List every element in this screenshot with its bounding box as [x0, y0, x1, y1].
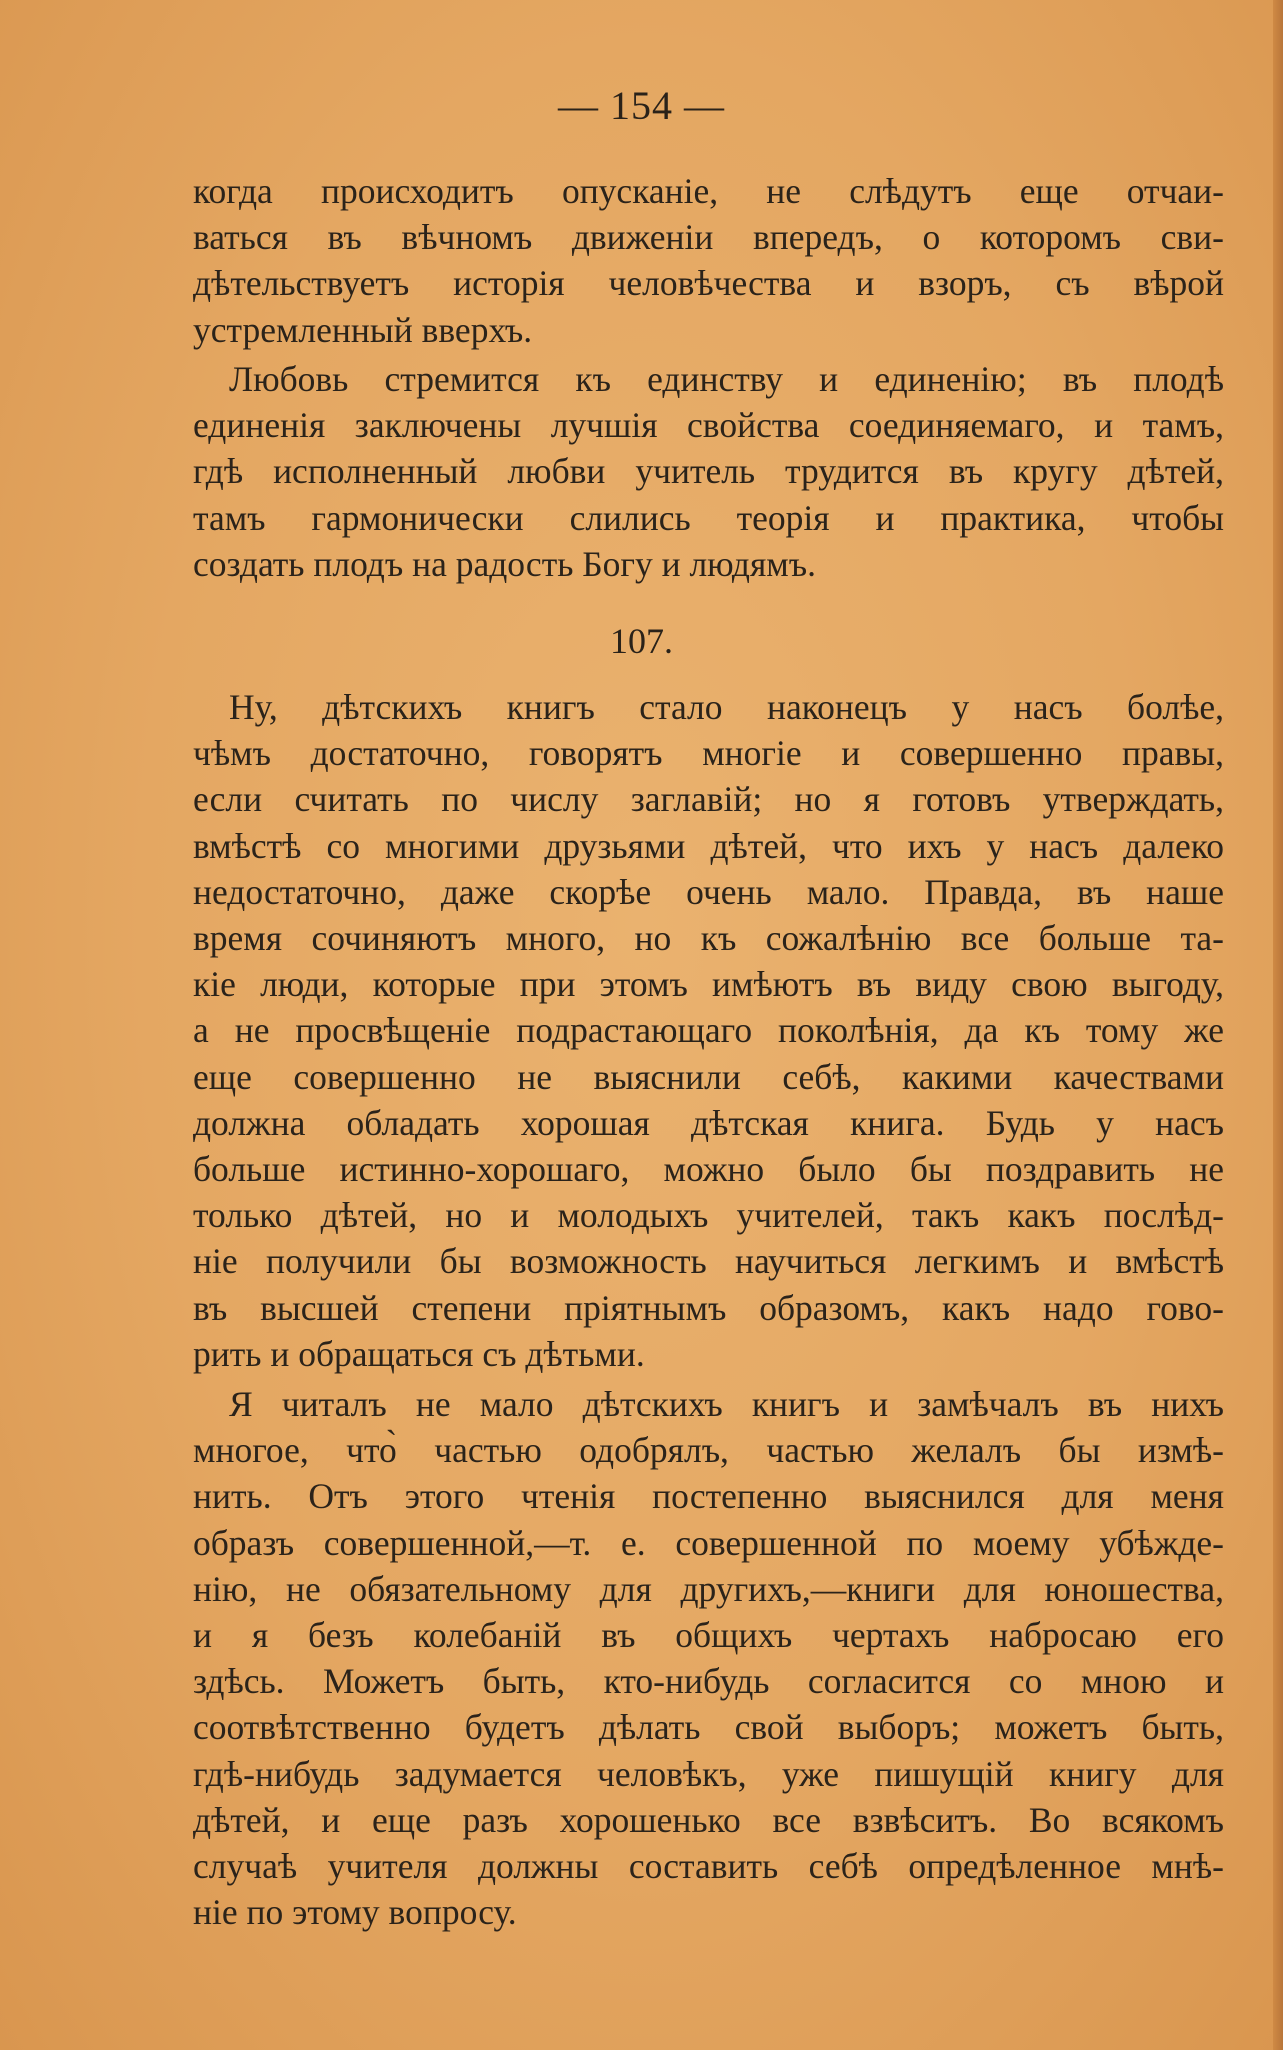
- text-line: только дѣтей, но и молодыхъ учителей, такъ какъ послѣд-: [193, 1195, 1224, 1236]
- text-line: ніе получили бы возможность научиться легкимъ и вмѣстѣ: [193, 1241, 1224, 1282]
- text-line: устремленный вверхъ.: [193, 309, 533, 350]
- text-line: нить. Отъ этого чтенія постепенно выяснился для меня: [193, 1476, 1224, 1517]
- text-line: дѣтей, и еще разъ хорошенько все взвѣситъ. Во всякомъ: [193, 1799, 1224, 1840]
- text-line: и я безъ колебаній въ общихъ чертахъ набросаю его: [193, 1615, 1224, 1656]
- text-line: единенія заключены лучшія свойства соединяемаго, и тамъ,: [193, 405, 1224, 446]
- paragraph-continuation: [193, 168, 1224, 353]
- text-line: когда происходитъ опусканіе, не слѣдутъ еще отчаи-: [193, 171, 1224, 211]
- text-line: Я читалъ не мало дѣтскихъ книгъ и замѣчалъ въ нихъ: [229, 1384, 1224, 1424]
- section-number: 107.: [610, 621, 673, 661]
- text-line: гдѣ-нибудь задумается человѣкъ, уже пишущій книгу для: [193, 1753, 1224, 1794]
- paragraph-childrens-books: [193, 684, 1224, 1377]
- text-line: больше истинно-хорошаго, можно было бы поздравить не: [193, 1149, 1224, 1190]
- text-line: вмѣстѣ со многими друзьями дѣтей, что ихъ у насъ далеко: [193, 825, 1224, 866]
- page-edge-shadow: [1273, 0, 1283, 2050]
- text-line: если считать по числу заглавій; но я готовъ утверждать,: [193, 779, 1224, 820]
- page-number: — 154 —: [558, 83, 725, 128]
- text-line: нію, не обязательному для другихъ,—книги для юношества,: [193, 1568, 1224, 1609]
- text-line: рить и обращаться съ дѣтьми.: [193, 1333, 645, 1374]
- text-line: тамъ гармонически слились теорія и практика, чтобы: [193, 497, 1224, 538]
- text-line: Ну, дѣтскихъ книгъ стало наконецъ у насъ болѣе,: [229, 687, 1224, 727]
- text-line: гдѣ исполненный любви учитель трудится въ кругу дѣтей,: [193, 451, 1224, 492]
- text-line: случаѣ учителя должны составить себѣ опредѣленное мнѣ-: [193, 1846, 1224, 1887]
- text-line: недостаточно, даже скорѣе очень мало. Правда, въ наше: [193, 871, 1224, 912]
- text-line: ніе по этому вопросу.: [193, 1892, 517, 1933]
- text-line: соотвѣтственно будетъ дѣлать свой выборъ; можетъ быть,: [193, 1707, 1224, 1748]
- text-line: здѣсь. Можетъ быть, кто-нибудь согласится со мною и: [193, 1661, 1224, 1702]
- text-line: многое, что̀ частью одобрялъ, частью желалъ бы измѣ-: [193, 1430, 1224, 1471]
- text-line: создать плодъ на радость Богу и людямъ.: [193, 543, 816, 584]
- text-line: чѣмъ достаточно, говорятъ многіе и совершенно правы,: [193, 733, 1224, 774]
- text-line: еще совершенно не выяснили себѣ, какими качествами: [193, 1056, 1224, 1097]
- paragraph-love: [193, 356, 1224, 587]
- text-line: ваться въ вѣчномъ движеніи впередъ, о которомъ сви-: [193, 217, 1224, 258]
- text-line: Любовь стремится къ единству и единенію; въ плодѣ: [229, 359, 1224, 399]
- text-line: въ высшей степени пріятнымъ образомъ, какъ надо гово-: [193, 1287, 1224, 1328]
- paragraph-reading: [193, 1381, 1224, 1935]
- text-line: дѣтельствуетъ исторія человѣчества и взоръ, съ вѣрой: [193, 263, 1224, 304]
- text-line: а не просвѣщеніе подрастающаго поколѣнія, да къ тому же: [193, 1010, 1224, 1051]
- text-line: время сочиняютъ много, но къ сожалѣнію все больше та-: [193, 918, 1224, 959]
- text-line: кіе люди, которые при этомъ имѣютъ въ виду свою выгоду,: [193, 964, 1224, 1005]
- text-line: образъ совершенной,—т. е. совершенной по моему убѣжде-: [193, 1522, 1224, 1563]
- text-line: должна обладать хорошая дѣтская книга. Будь у насъ: [193, 1102, 1224, 1143]
